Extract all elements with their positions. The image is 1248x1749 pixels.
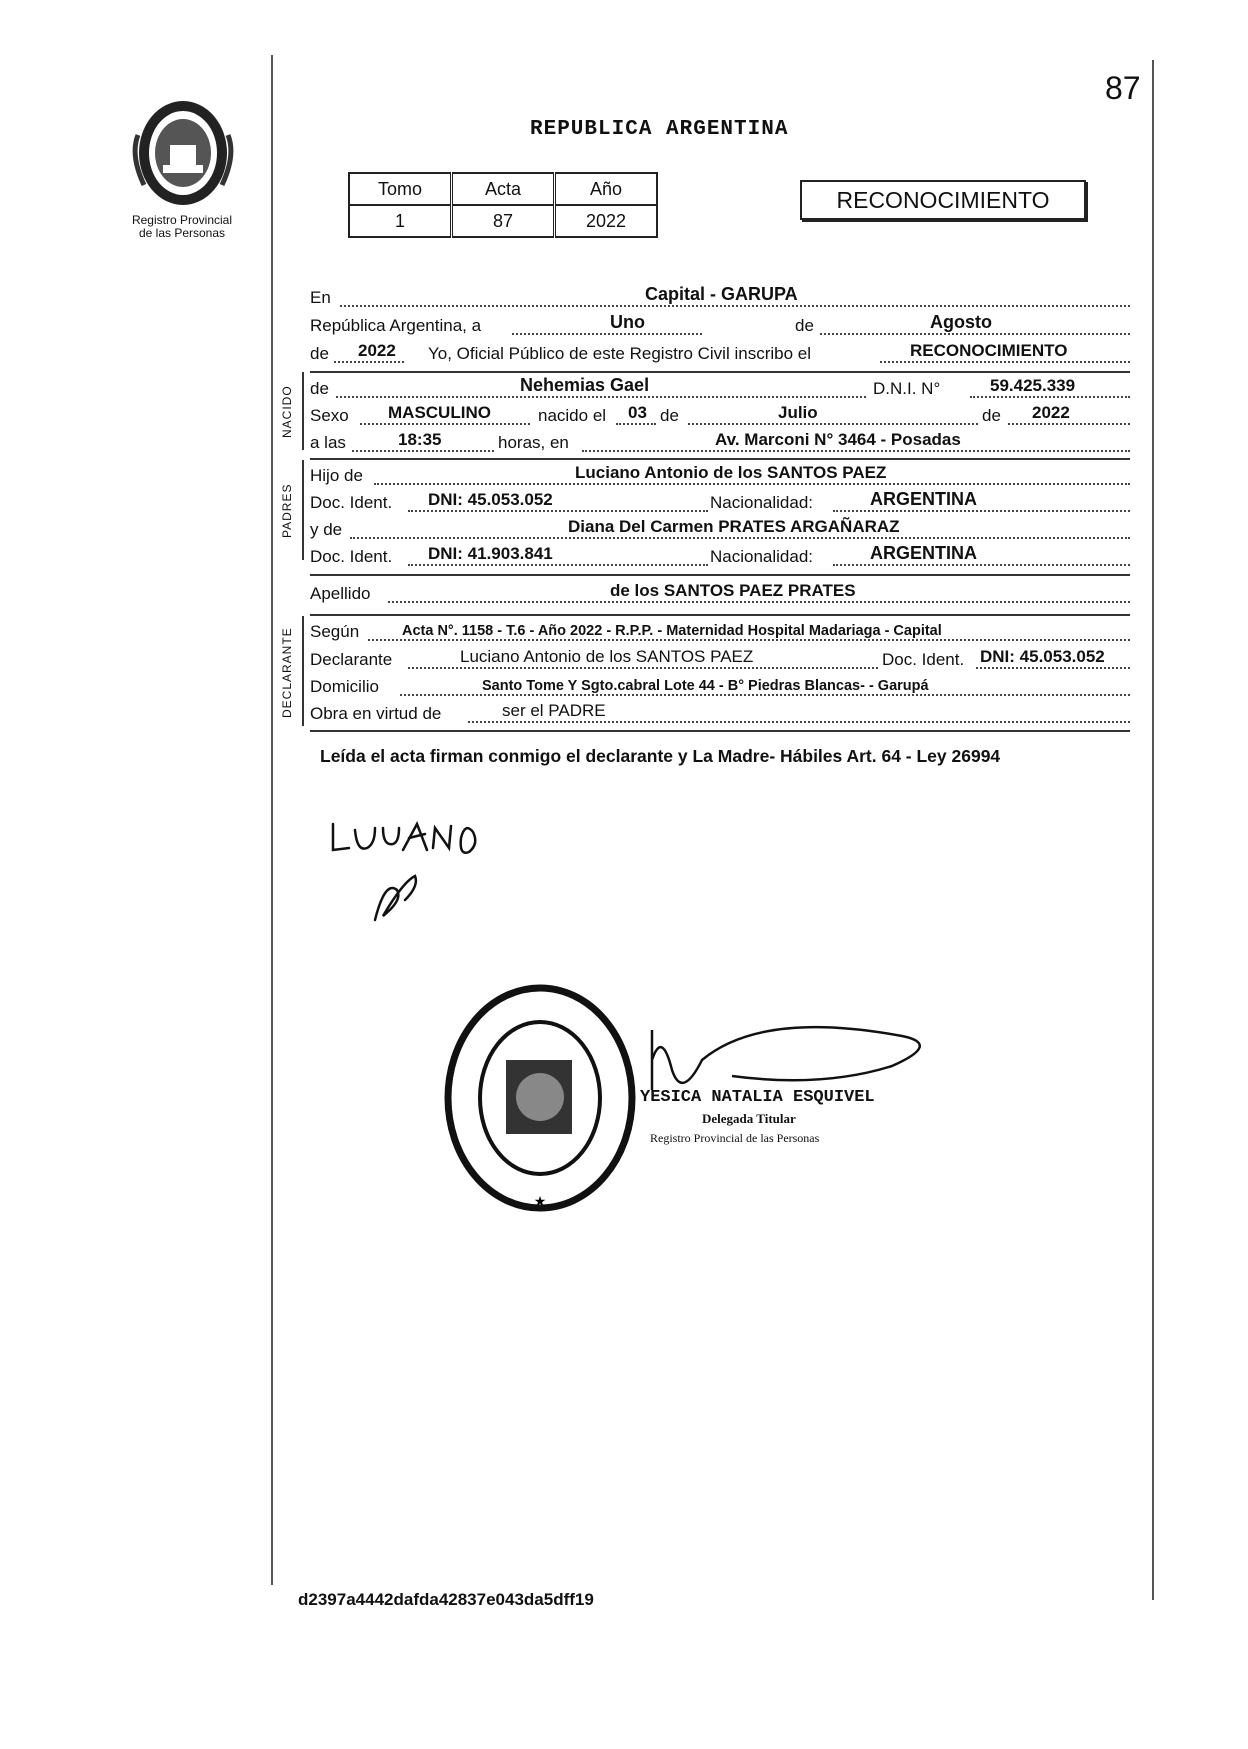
dotted-line	[833, 564, 1130, 566]
page-number: 87	[1105, 70, 1141, 106]
row-virtue	[310, 700, 1130, 726]
right-margin-line	[1152, 60, 1154, 1600]
registry-table-values	[349, 205, 657, 237]
dotted-line	[374, 483, 1130, 485]
label-domicilio: Domicilio	[310, 677, 379, 696]
value-sex: MASCULINO	[388, 403, 491, 422]
dotted-line	[688, 423, 978, 425]
label-nacionalidad: Nacionalidad:	[710, 547, 814, 566]
official-block	[640, 1088, 875, 1146]
row-surname	[310, 580, 1130, 606]
registry-table	[348, 172, 658, 238]
label-dni: D.N.I. N°	[873, 379, 941, 398]
left-margin-line	[271, 55, 273, 1585]
dotted-line	[350, 537, 1130, 539]
value-according: Acta N°. 1158 - T.6 - Año 2022 - R.P.P. - Maternidad Hospital Madariaga - Capital	[402, 623, 942, 639]
section-label-padres: PADRES	[280, 483, 294, 538]
value-birth-place: Av. Marconi N° 3464 - Posadas	[715, 430, 961, 449]
value-declarant-doc: DNI: 45.053.052	[980, 647, 1105, 666]
dotted-line	[388, 601, 1130, 603]
value-month: Agosto	[930, 312, 992, 332]
value-year: 2022	[358, 341, 396, 360]
dotted-line	[334, 361, 404, 363]
value-declarant: Luciano Antonio de los SANTOS PAEZ	[460, 647, 754, 666]
label-apellido: Apellido	[310, 584, 371, 603]
official-stamp	[440, 980, 640, 1216]
label-declarante: Declarante	[310, 650, 393, 669]
dotted-line	[468, 721, 1130, 723]
dotted-line	[368, 639, 1130, 641]
dotted-line	[833, 510, 1130, 512]
row-sex-birth	[310, 402, 1130, 428]
label-doc-ident: Doc. Ident.	[310, 547, 393, 566]
closing-statement: Leída el acta firman conmigo el declarante y La Madre- Hábiles Art. 64 - Ley 26994	[320, 746, 1001, 766]
label-hijo-de: Hijo de	[310, 466, 363, 485]
svg-text:★: ★	[533, 1194, 547, 1210]
dotted-line	[336, 396, 866, 398]
value-day: Uno	[610, 312, 645, 332]
registry-caption	[112, 214, 252, 240]
document-hash: d2397a4442dafda42837e043da5dff19	[298, 1590, 594, 1609]
act-type-box: RECONOCIMIENTO	[800, 180, 1086, 220]
value-mother-nationality: ARGENTINA	[870, 543, 977, 563]
dotted-line	[512, 333, 702, 335]
page-title: REPUBLICA ARGENTINA	[530, 118, 789, 141]
value-acta: 87	[452, 205, 555, 237]
row-place	[310, 284, 1130, 310]
handwritten-signature	[325, 818, 505, 938]
row-declarant	[310, 646, 1130, 672]
official-office: Registro Provincial de las Personas	[650, 1131, 820, 1145]
dotted-line	[1008, 423, 1130, 425]
value-virtue: ser el PADRE	[502, 701, 606, 720]
official-name: YESICA NATALIA ESQUIVEL	[640, 1088, 875, 1107]
label-de: de	[795, 316, 814, 335]
dotted-line	[976, 667, 1130, 669]
label-republica: República Argentina, a	[310, 316, 482, 335]
row-father-doc	[310, 489, 1130, 515]
section-bracket	[302, 460, 304, 560]
dotted-line	[820, 333, 1130, 335]
value-name: Nehemias Gael	[520, 375, 650, 395]
row-according	[310, 618, 1130, 644]
row-date	[310, 312, 1130, 338]
value-birth-month: Julio	[778, 403, 818, 422]
label-obra: Obra en virtud de	[310, 704, 442, 723]
label-yo-oficial: Yo, Oficial Público de este Registro Civil inscribo el	[428, 344, 811, 363]
row-mother-doc	[310, 543, 1130, 569]
value-father-doc: DNI: 45.053.052	[428, 490, 553, 509]
label-a-las: a las	[310, 433, 346, 452]
label-segun: Según	[310, 622, 360, 641]
dotted-line	[616, 423, 656, 425]
label-en: En	[310, 288, 331, 307]
value-act: RECONOCIMIENTO	[910, 341, 1068, 360]
section-bracket	[302, 372, 304, 450]
row-address	[310, 673, 1130, 699]
label-sexo: Sexo	[310, 406, 349, 425]
value-tomo: 1	[349, 205, 452, 237]
separator	[310, 614, 1130, 616]
value-time: 18:35	[398, 430, 442, 449]
official-signature-scribble	[640, 1010, 930, 1100]
label-de: de	[310, 344, 329, 363]
separator	[310, 371, 1130, 373]
registry-table-header	[349, 173, 657, 205]
header-tomo: Tomo	[349, 173, 452, 205]
row-mother	[310, 516, 1130, 542]
dotted-line	[360, 423, 530, 425]
label-de: de	[310, 379, 329, 398]
dotted-line	[340, 305, 1130, 307]
label-nacionalidad: Nacionalidad:	[710, 493, 814, 512]
registry-caption-line1: Registro Provincial	[131, 213, 233, 227]
value-surname: de los SANTOS PAEZ PRATES	[610, 581, 856, 600]
header-acta: Acta	[452, 173, 555, 205]
dotted-line	[970, 396, 1130, 398]
section-label-declarante: DECLARANTE	[280, 627, 294, 718]
label-doc-ident: Doc. Ident.	[310, 493, 393, 512]
row-father	[310, 462, 1130, 488]
value-mother-doc: DNI: 41.903.841	[428, 544, 553, 563]
dotted-line	[400, 694, 1130, 696]
section-label-nacido: NACIDO	[280, 385, 294, 438]
header-anio: Año	[555, 173, 658, 205]
value-dni: 59.425.339	[990, 376, 1076, 395]
label-de: de	[982, 406, 1001, 425]
separator	[310, 458, 1130, 460]
label-horas-en: horas, en	[498, 433, 569, 452]
value-address: Santo Tome Y Sgto.cabral Lote 44 - B° Piedras Blancas- - Garupá	[482, 678, 929, 694]
label-doc-ident: Doc. Ident.	[882, 650, 965, 669]
section-bracket	[302, 616, 304, 726]
dotted-line	[582, 450, 1130, 452]
registry-caption-line2: de las Personas	[138, 226, 226, 240]
official-title: Delegada Titular	[702, 1111, 796, 1126]
dotted-line	[408, 510, 708, 512]
dotted-line	[880, 361, 1130, 363]
value-father-name: Luciano Antonio de los SANTOS PAEZ	[575, 463, 887, 482]
dotted-line	[408, 667, 878, 669]
separator	[310, 730, 1130, 732]
label-de: de	[660, 406, 679, 425]
row-name	[310, 375, 1130, 401]
row-time-place	[310, 429, 1130, 455]
separator	[310, 574, 1130, 576]
row-act-year	[310, 340, 1130, 366]
value-birth-day: 03	[628, 403, 647, 422]
value-birth-year: 2022	[1032, 403, 1070, 422]
value-mother-name: Diana Del Carmen PRATES ARGAÑARAZ	[568, 517, 900, 536]
label-nacido-el: nacido el	[538, 406, 607, 425]
value-anio: 2022	[555, 205, 658, 237]
registry-logo	[128, 95, 238, 215]
label-y-de: y de	[310, 520, 343, 539]
value-father-nationality: ARGENTINA	[870, 489, 977, 509]
dotted-line	[352, 450, 494, 452]
value-place: Capital - GARUPA	[645, 284, 798, 304]
dotted-line	[408, 564, 708, 566]
